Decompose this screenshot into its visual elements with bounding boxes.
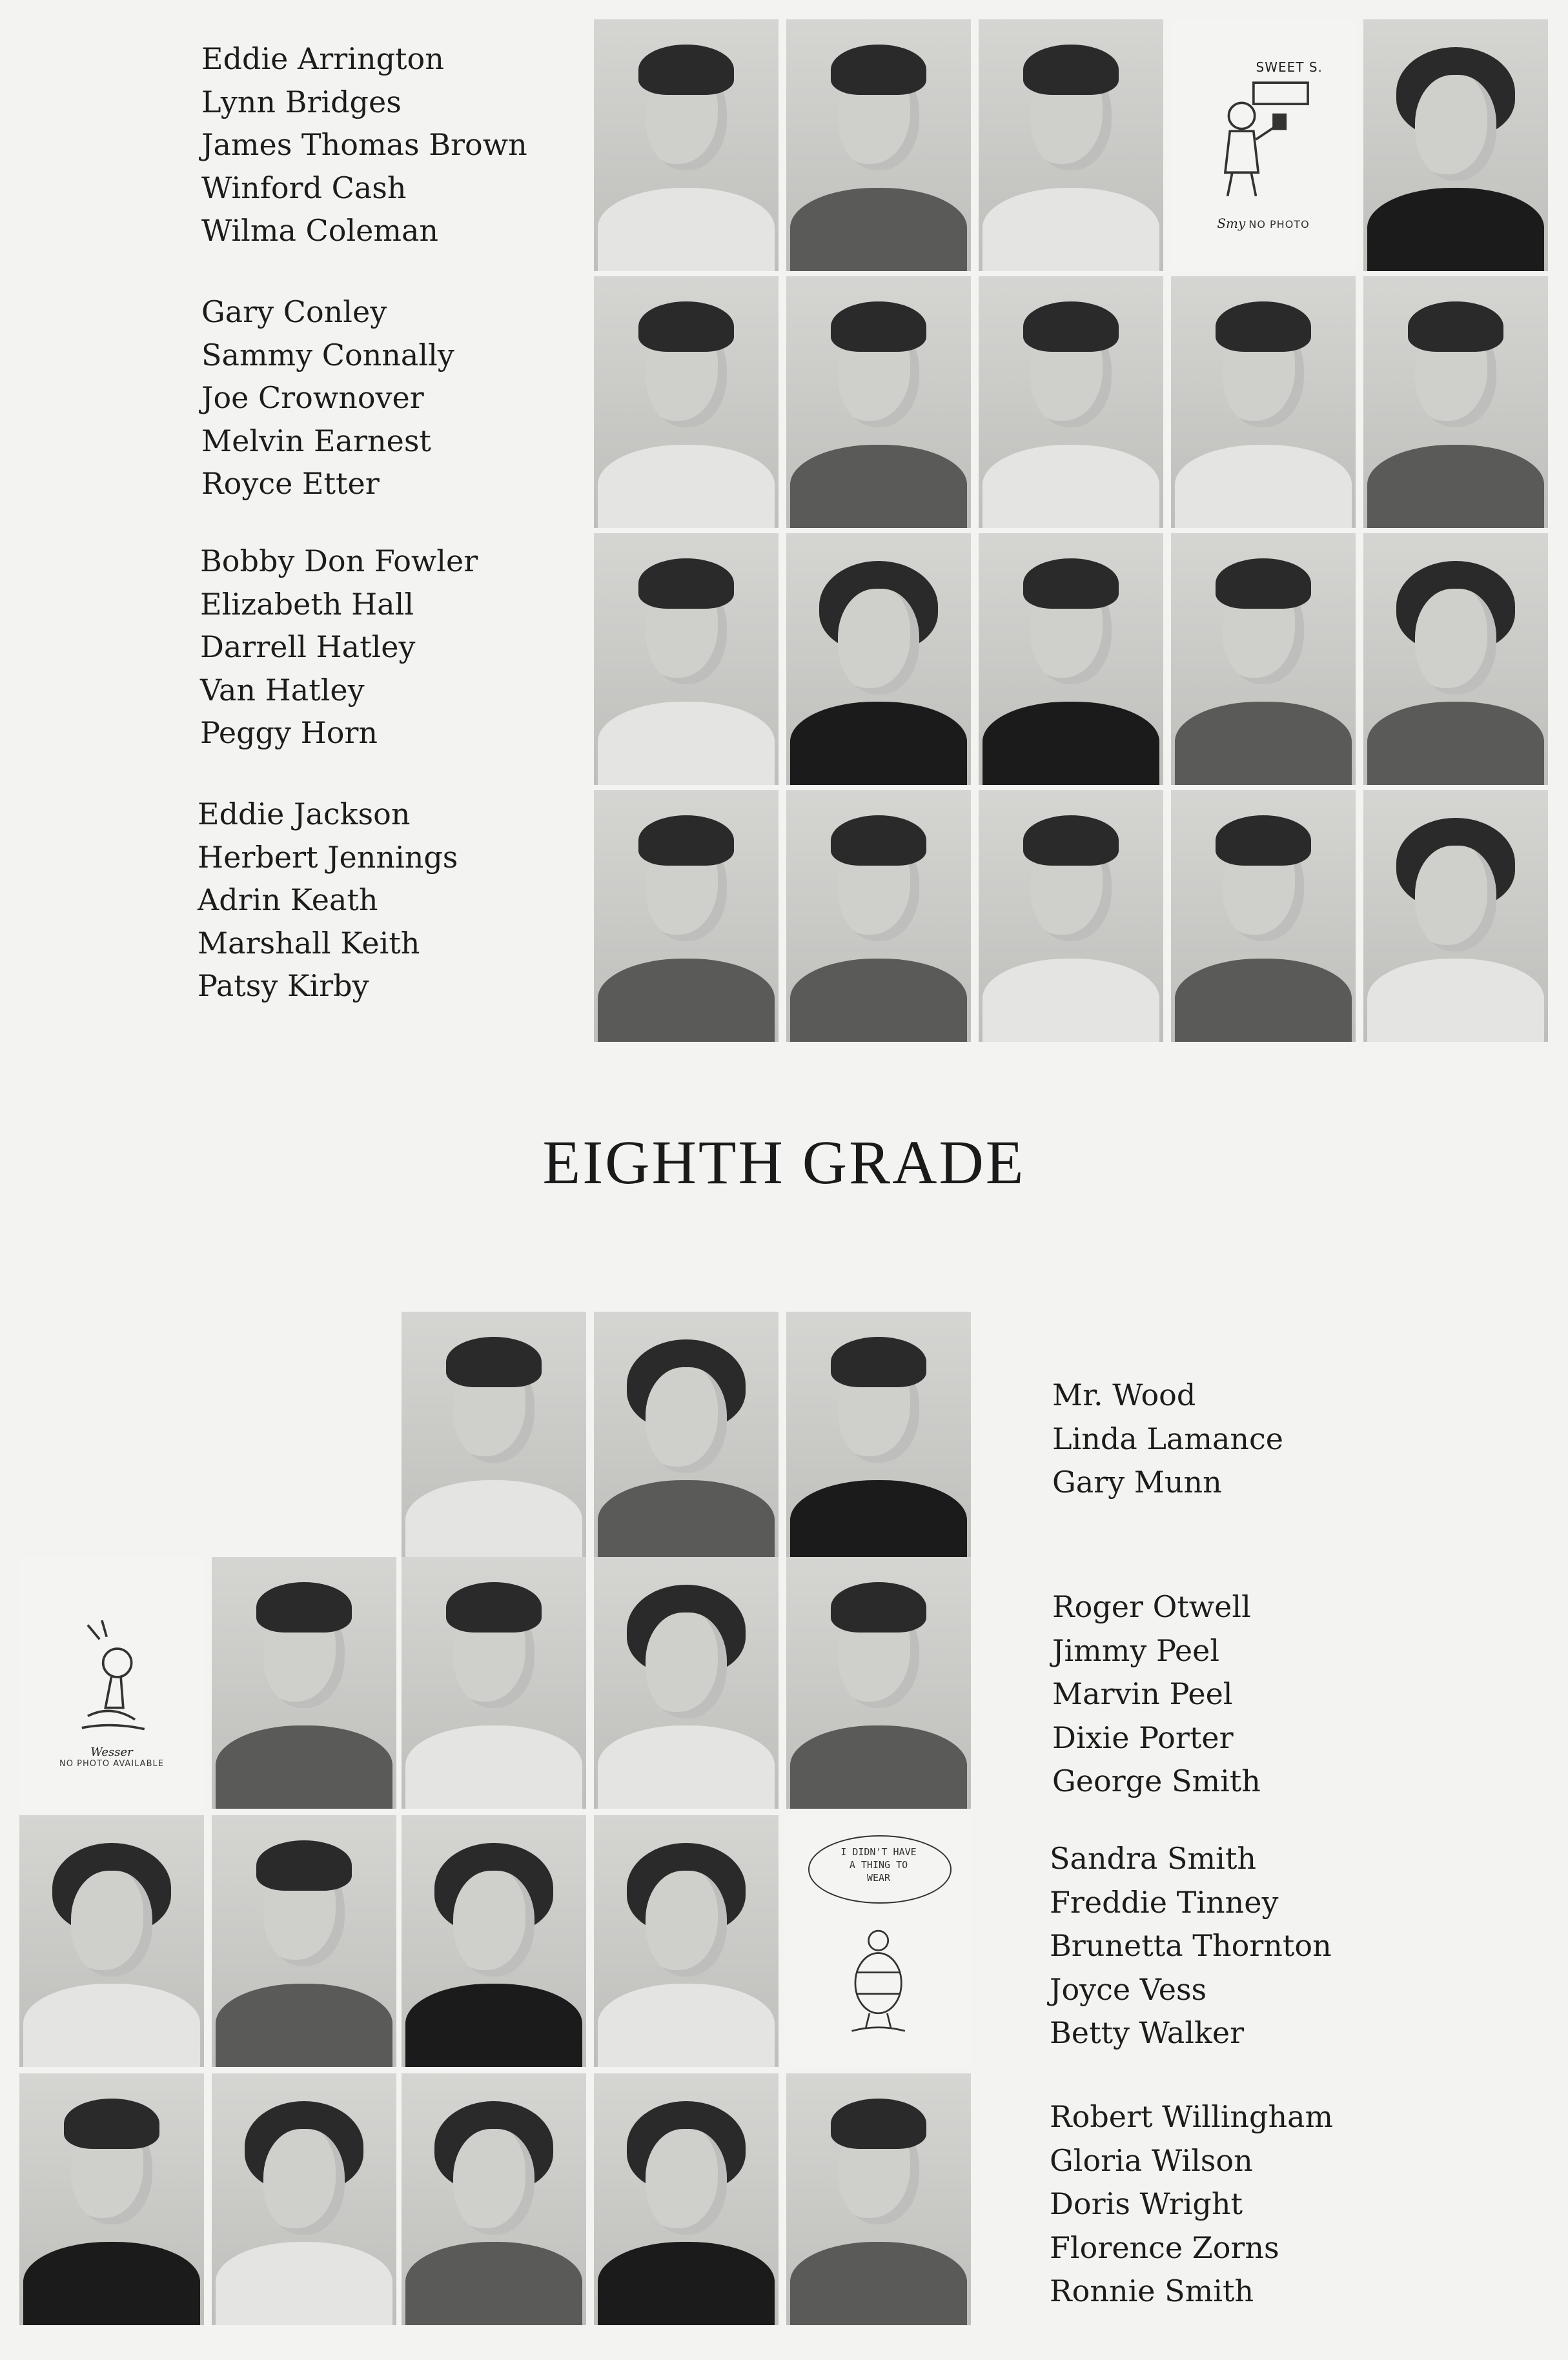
student-photo: [594, 1815, 779, 2067]
student-photo: [786, 276, 971, 528]
student-name: Ronnie Smith: [1050, 2274, 1254, 2308]
no-photo-caption: NO PHOTO: [1248, 218, 1310, 230]
signature: Smy: [1217, 215, 1246, 231]
student-name: Patsy Kirby: [198, 968, 369, 1003]
student-photo: [1363, 790, 1548, 1042]
student-photo: [594, 2073, 779, 2325]
student-name: Doris Wright: [1050, 2186, 1243, 2221]
student-name: Herbert Jennings: [198, 839, 458, 875]
student-photo: [594, 19, 779, 271]
student-photo: [594, 276, 779, 528]
student-photo: [979, 276, 1163, 528]
student-photo: [402, 1815, 586, 2067]
student-name: Winford Cash: [201, 170, 407, 205]
student-photo: [1171, 533, 1356, 785]
student-name: Sandra Smith: [1050, 1841, 1257, 1876]
student-photo: [979, 19, 1163, 271]
student-name: George Smith: [1052, 1764, 1261, 1798]
student-name: Gary Munn: [1052, 1465, 1222, 1500]
no-photo-cartoon: [19, 1557, 204, 1809]
student-name: Gloria Wilson: [1050, 2142, 1253, 2178]
top-name-column: [201, 37, 527, 252]
student-photo: [1363, 276, 1548, 528]
student-name: Royce Etter: [201, 466, 380, 501]
signature: Wesser: [90, 1745, 133, 1759]
student-name: Elizabeth Hall: [200, 586, 414, 622]
student-name: Joyce Vess: [1050, 1971, 1207, 2007]
student-name: Eddie Jackson: [198, 797, 411, 831]
student-photo: [786, 19, 971, 271]
student-name: Betty Walker: [1050, 2015, 1245, 2050]
top-name-column: [201, 290, 454, 505]
top-name-column: [200, 540, 478, 755]
student-photo: [1171, 790, 1356, 1042]
student-photo: [786, 1312, 971, 1563]
cartoon-character-icon: [1204, 55, 1322, 231]
teacher-photo: [402, 1312, 586, 1563]
student-photo: [786, 1557, 971, 1809]
student-photo: [594, 790, 779, 1042]
student-photo: [786, 2073, 971, 2325]
student-photo: [19, 1815, 204, 2067]
speech-bubble-line: I DIDN'T HAVE: [840, 1846, 917, 1858]
student-photo: [19, 2073, 204, 2325]
teacher-name: Mr. Wood: [1052, 1378, 1196, 1412]
student-photo: [594, 1312, 779, 1563]
student-photo: [1171, 276, 1356, 528]
student-name: Wilma Coleman: [201, 213, 439, 248]
speech-bubble-line: A THING TO: [849, 1858, 908, 1871]
student-name: Peggy Horn: [200, 715, 378, 750]
student-photo: [1363, 533, 1548, 785]
page-title: EIGHTH GRADE: [542, 1128, 1026, 1197]
sweet-sign-text: SWEET S.: [1256, 59, 1323, 76]
student-name: Freddie Tinney: [1050, 1884, 1279, 1920]
no-photo-cartoon: [1171, 19, 1356, 271]
student-name: Marshall Keith: [198, 925, 420, 961]
student-name: Jimmy Peel: [1052, 1633, 1220, 1668]
student-photo: [786, 790, 971, 1042]
student-name: Dixie Porter: [1052, 1720, 1234, 1755]
student-photo: [594, 533, 779, 785]
student-photo: [594, 1557, 779, 1809]
bottom-name-column: [1050, 2095, 1333, 2314]
student-name: Linda Lamance: [1052, 1421, 1284, 1456]
student-name: Florence Zorns: [1050, 2230, 1279, 2265]
student-photo: [212, 1815, 396, 2067]
student-photo: [212, 1557, 396, 1809]
no-photo-caption: NO PHOTO AVAILABLE: [59, 1758, 164, 1769]
bottom-name-column: [1052, 1585, 1261, 1804]
student-name: Van Hatley: [200, 672, 365, 707]
no-photo-cartoon: [786, 1815, 971, 2067]
student-name: James Thomas Brown: [201, 127, 527, 162]
cartoon-figure-icon: [52, 1592, 170, 1769]
barrel-cartoon-icon: [834, 1916, 922, 2047]
student-photo: [1363, 19, 1548, 271]
student-photo: [402, 1557, 586, 1809]
student-name: Lynn Bridges: [201, 84, 402, 119]
student-photo: [979, 790, 1163, 1042]
student-name: Darrell Hatley: [200, 629, 416, 664]
student-name: Gary Conley: [201, 294, 387, 329]
top-name-column: [198, 793, 458, 1008]
student-photo: [402, 2073, 586, 2325]
bottom-name-column: [1052, 1374, 1283, 1505]
speech-bubble-line: WEAR: [866, 1871, 891, 1884]
student-name: Melvin Earnest: [201, 423, 431, 458]
student-name: Marvin Peel: [1052, 1676, 1233, 1711]
student-name: Adrin Keath: [198, 882, 378, 917]
student-name: Bobby Don Fowler: [200, 544, 478, 578]
student-photo: [979, 533, 1163, 785]
bottom-name-column: [1050, 1837, 1332, 2055]
student-name: Roger Otwell: [1052, 1589, 1251, 1624]
student-name: Sammy Connally: [201, 337, 454, 372]
student-name: Robert Willingham: [1050, 2099, 1334, 2134]
student-name: Joe Crownover: [201, 380, 424, 415]
student-name: Brunetta Thornton: [1050, 1928, 1332, 1963]
student-name: Eddie Arrington: [201, 41, 444, 76]
student-photo: [786, 533, 971, 785]
student-photo: [212, 2073, 396, 2325]
